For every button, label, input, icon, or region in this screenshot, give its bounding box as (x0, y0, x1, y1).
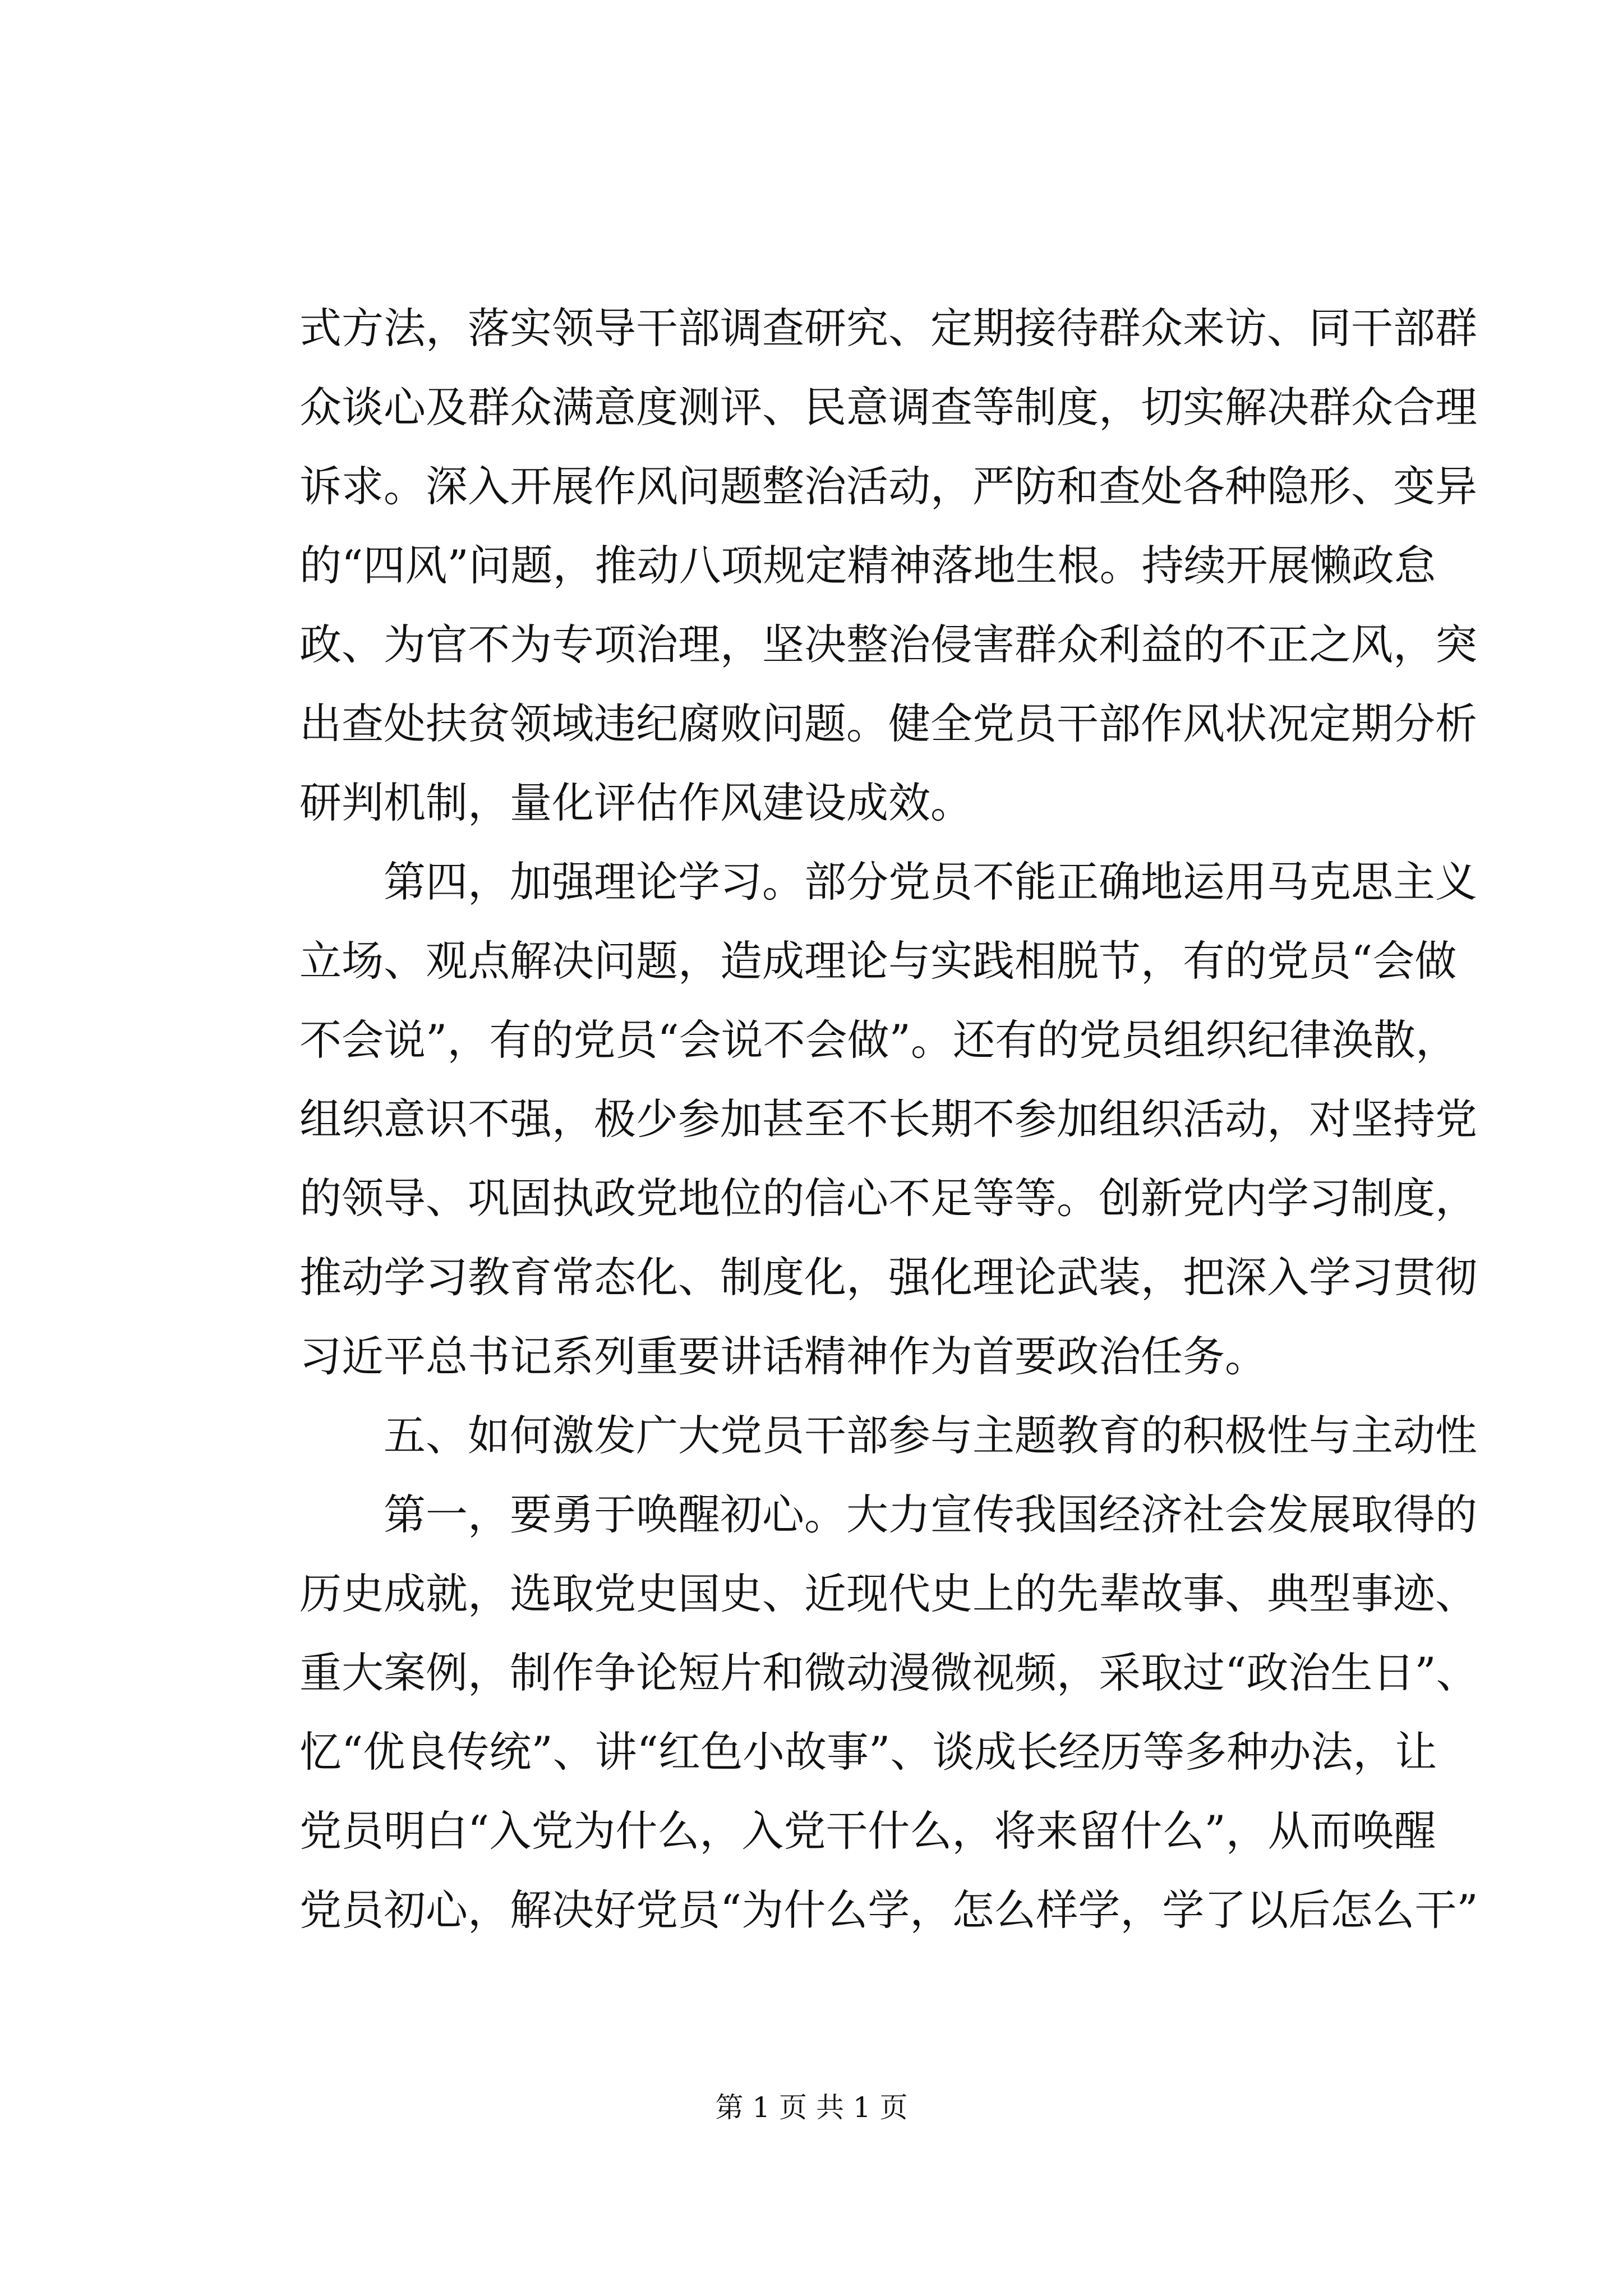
text-line: 党员明白“入党为什么，入党干什么，将来留什么”，从而唤醒 (299, 1806, 1436, 1856)
text-line: 出查处扶贫领域违纪腐败问题。健全党员干部作风状况定期分析 (299, 699, 1478, 748)
text-line: 历史成就，选取党史国史、近现代史上的先辈故事、典型事迹、 (299, 1569, 1478, 1618)
text-line: 重大案例，制作争论短片和微动漫微视频，采取过“政治生日”、 (299, 1648, 1478, 1697)
text-line: 众谈心及群众满意度测评、民意调查等制度，切实解决群众合理 (299, 383, 1478, 432)
text-line: 政、为官不为专项治理，坚决整治侵害群众利益的不正之风，突 (299, 620, 1478, 669)
text-line: 忆“优良传统”、讲“红色小故事”、谈成长经历等多种办法，让 (299, 1727, 1437, 1777)
text-line: 习近平总书记系列重要讲话精神作为首要政治任务。 (299, 1332, 1267, 1381)
text-line: 诉求。深入开展作风问题整治活动，严防和查处各种隐形、变异 (299, 462, 1478, 511)
page-number-footer: 第 1 页 共 1 页 (715, 2091, 908, 2124)
text-line: 立场、观点解决问题，造成理论与实践相脱节，有的党员“会做 (299, 936, 1457, 986)
text-line: 推动学习教育常态化、制度化，强化理论武装，把深入学习贯彻 (299, 1253, 1478, 1302)
text-line: 式方法，落实领导干部调查研究、定期接待群众来访、同干部群 (299, 303, 1478, 353)
document-body (299, 289, 1478, 1950)
text-line: 的领导、巩固执政党地位的信心不足等等。创新党内学习制度， (299, 1174, 1478, 1223)
paragraph-start-line: 第四，加强理论学习。部分党员不能正确地运用马克思主义 (384, 857, 1478, 907)
section-heading: 五、如何激发广大党员干部参与主题教育的积极性与主动性 (384, 1411, 1478, 1460)
paragraph-start-line: 第一，要勇于唤醒初心。大力宣传我国经济社会发展取得的 (384, 1490, 1478, 1539)
text-line: 党员初心，解决好党员“为什么学，怎么样学，学了以后怎么干” (299, 1885, 1478, 1935)
text-line: 的“四风”问题，推动八项规定精神落地生根。持续开展懒政怠 (299, 541, 1436, 590)
text-line: 组织意识不强，极少参加甚至不长期不参加组织活动，对坚持党 (299, 1094, 1478, 1144)
text-line: 不会说”，有的党员“会说不会做”。还有的党员组织纪律涣散， (299, 1015, 1458, 1065)
text-line: 研判机制，量化评估作风建设成效。 (299, 778, 973, 827)
